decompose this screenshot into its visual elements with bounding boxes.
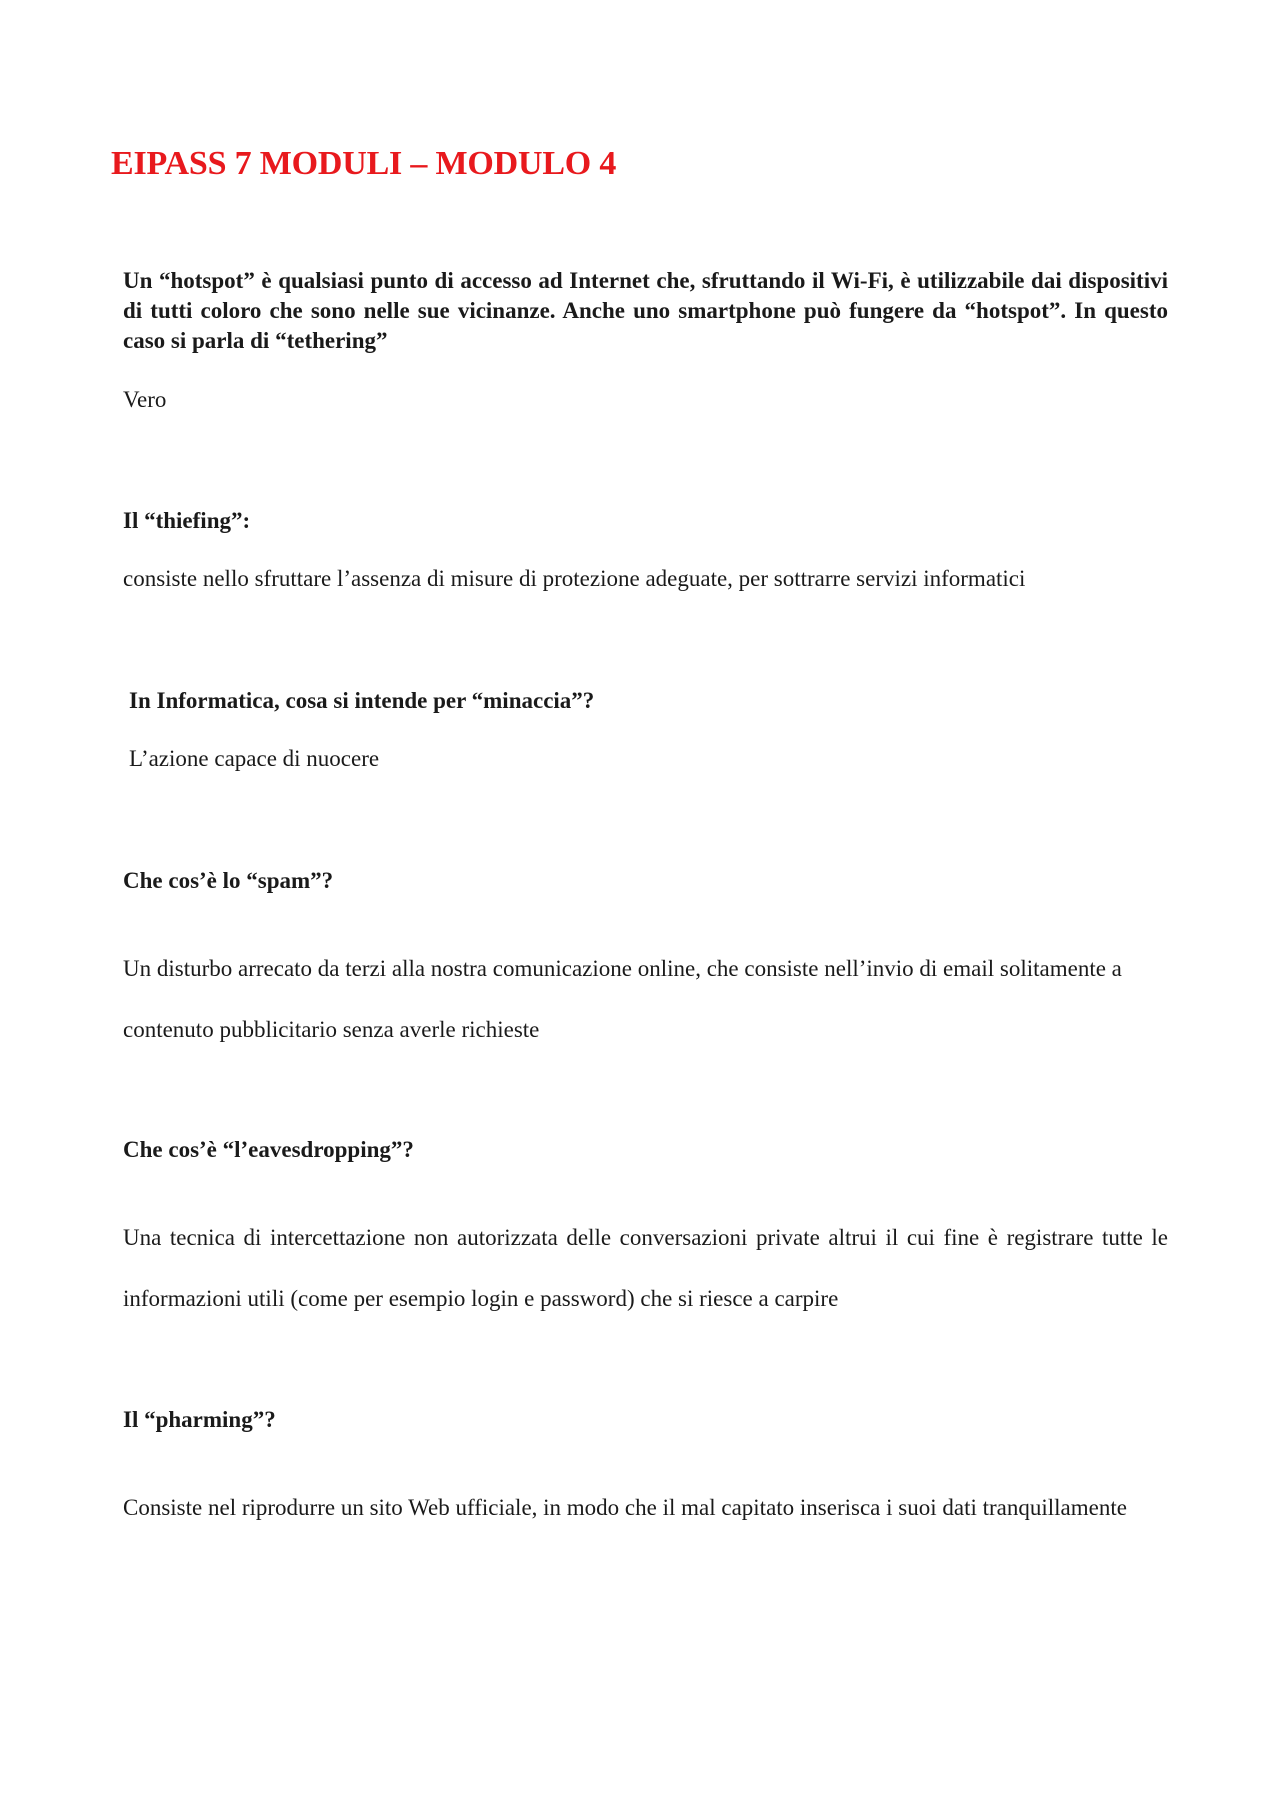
answer-spam: Un disturbo arrecato da terzi alla nostra comunicazione online, che consiste nell’invio di email solitamente a contenuto pubblicitario senza averle richieste [123, 956, 1122, 1042]
answer-eavesdropping: Una tecnica di intercettazione non autorizzata delle conversazioni private altrui il cui fine è registrare tutte le informazioni utili (come per esempio login e password) che si riesce a carpire [123, 1225, 1168, 1311]
question-pharming: Il “pharming”? [123, 1407, 276, 1432]
question-spam: Che cos’è lo “spam”? [123, 868, 334, 893]
question-minaccia: In Informatica, cosa si intende per “minaccia”? [129, 688, 595, 713]
answer-hotspot: Vero [123, 387, 167, 412]
answer-thiefing: consiste nello sfruttare l’assenza di misure di protezione adeguate, per sottrarre servizi informatici [123, 566, 1026, 591]
document-title: EIPASS 7 MODULI – MODULO 4 [111, 145, 617, 182]
question-eavesdropping: Che cos’è “l’eavesdropping”? [123, 1137, 414, 1162]
question-thiefing: Il “thiefing”: [123, 508, 251, 533]
answer-minaccia: L’azione capace di nuocere [129, 746, 380, 771]
question-hotspot: Un “hotspot” è qualsiasi punto di accesso ad Internet che, sfruttando il Wi-Fi, è utilizzabile dai dispositivi di tutti coloro che sono nelle sue vicinanze. Anche uno smartphone può fungere da “hotspot”. In questo caso si parla di “tethering” [123, 268, 1168, 353]
answer-pharming: Consiste nel riprodurre un sito Web ufficiale, in modo che il mal capitato inserisca i suoi dati tranquillamente [123, 1495, 1127, 1520]
